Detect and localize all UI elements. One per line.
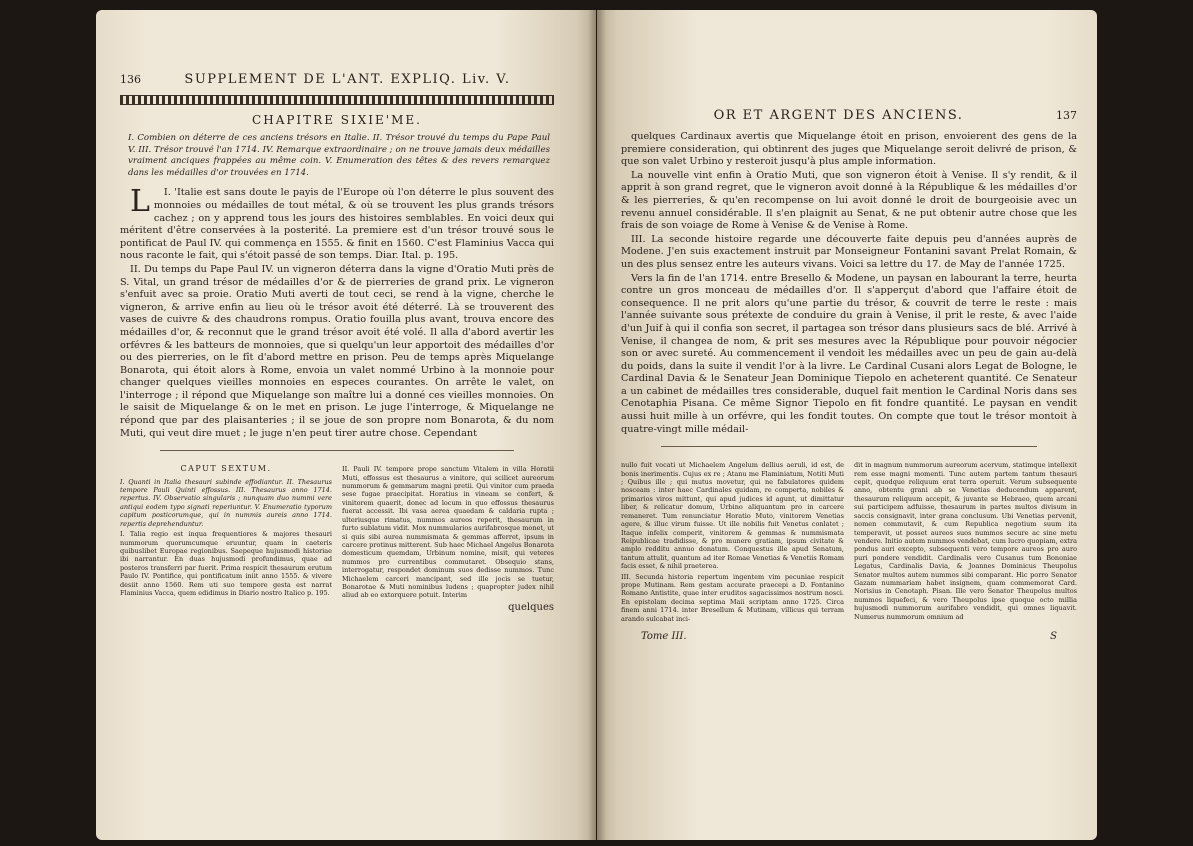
running-head [621, 108, 1077, 123]
chapter-title: CHAPITRE SIXIE'ME. [252, 113, 422, 127]
paragraph: La nouvelle vint enfin à Oratio Muti, que son vigneron étoit à Venise. Il s'y rendit, & il apprit à son grand regret, que le vigneron avoit donné à la République & les médailles d'or & les pierreries, & qu'en recompense on lui avoit donné le droit de bourgeoisie avec un revenu annuel considérable. Il s'en plaignit au Senat, & ne put obtenir autre chose que les frais de son voiage de Rome à Venise & de Venise à Rome. [621, 169, 1077, 232]
chapter-summary: I. Combien on déterre de ces anciens trésors en Italie. II. Trésor trouvé du temps du Pape Paul V. III. Trésor trouvé l'an 1714. IV. Remarque extraordinaire ; on ne trouve jamais deux médailles vraiment anciques frappées au même coin. V. Enumeration des têtes & des revers remarquez dans les médailles d'or trouvées en 1714. [128, 133, 550, 178]
divider [160, 450, 514, 451]
signature-mark: S [1050, 630, 1057, 642]
right-page [597, 10, 1097, 840]
page-number: 137 [1056, 109, 1077, 122]
latin-paragraph: II. Pauli IV. tempore prope sanctum Vitalem in villa Horatii Muti, effossus est thesaurus a vinitore, qui scilicet aureorum nummorum & gemmarum magni pretii. Qui vinitor cum praeda sese fugae praecipitat. Horatius in vineam se confert, & vinitorem quaerit, donec ad locum in quo effossus thesaurus fuerat accessit. Ibi vasa aerea quaedam & caldaria rupta ; ulteriusque rimatus, nummos aureos reperit, thesaurum in furto sublatum vidit. Mox nummularios aurifabrosque monet, ut si quis sibi aurea nummismata & gemmas afferret, ipsum in carcere protinus mitterent. Sub haec Michael Angelus Bonarota domesticum quemdam, Urbinum nomine, misit, qui veteres nummos pro currentibus commutaret. Obsequio stans, interrogatur, respondet dominum suos dedisse nummos. Tunc Michaelem carceri mancipant, sed ille jocis se tuetur, Bonarotae & Muti nominibus ludens ; quapropter judex nihil aliud ab eo extorquere potuit. Interim [342, 465, 554, 600]
latin-section [120, 465, 554, 612]
latin-paragraph: III. Secunda historia repertum ingentem vim pecuniae respicit prope Mutinam. Rem gestam accurate praecepi a D. Fontanino Romano Antistite, quae inter eruditos sagacissimos nostrum nosci. En epistolam decima septima Maii scriptam anno 1725. Circa finem anni 1714. inter Bresellum & Mutinam, villicus qui terram arando sulcabat inci- [621, 572, 844, 623]
drop-cap: L [130, 184, 150, 220]
latin-heading: CAPUT SEXTUM. [180, 464, 272, 474]
body-text [621, 131, 1077, 436]
page-number: 136 [120, 73, 141, 86]
paragraph: III. La seconde histoire regarde une découverte faite depuis peu d'années auprès de Modene. J'en suis exactement instruit par Monseigneur Fontanini savant Prelat Romain, & un des plus sensez entre les auteurs vivans. Voici sa lettre du 17. de May de l'année 1725. [621, 233, 1077, 270]
paragraph: Vers la fin de l'an 1714. entre Bresello & Modene, un paysan en labourant la terre, heurta contre un gros monceau de médailles d'or. Il s'apperçut d'abord que l'affaire étoit de consequence. Il ne prit alors qu'une partie du trésor, & couvrit de terre le reste : mais l'année suivante sous prétexte de conduire du grain à Venise, il prit le reste, & avec l'aide d'un Juif à qui il confia son secret, il partagea son trésor dans plusieurs sacs de blé. Arrivé à Venise, il changea de nom, & prit ses mesures avec la République pour pouvoir négocier son or avec sureté. Au commencement il vendoit les médailles avec un peu de gain au-delà du poids, dans la suite il vendit l'or à la livre. Le Cardinal Cusani alors Legat de Bologne, le Cardinal Davia & le Senateur Jean Dominique Tiepolo en acheterent quantité. Ce Senateur a un cabinet de médailles tres considerable, duquel fait mention le Cardinal Noris dans ses Cenotaphia Pisana. Ce même Signor Tiepolo en fit fondre quantité. Le paysan en vendit aussi huit mille à un orfévre, qui les fondit toutes. On compte que tout le trésor montoit à quatre-vingt mille médail- [621, 272, 1077, 435]
paragraph: L I. 'Italie est sans doute le payis de l'Europe où l'on déterre le plus souvent des monnoies ou médailles de tout métal, & où se trouvent les plus grands trésors cachez ; on y apprend tous les jours des histoires semblables. En voici deux qui méritent d'être conservées à la posterité. La premiere est d'un trésor trouvé sous le pontificat de Paul IV. qui commença en 1555. & finit en 1560. C'est Flaminius Vacca qui nous raconte le fait, qui s'étoit passé de son temps. Diar. Ital. p. 195. [120, 184, 554, 262]
latin-column [621, 461, 844, 625]
running-head-title: OR ET ARGENT DES ANCIENS. [713, 108, 964, 123]
latin-column [854, 461, 1077, 625]
latin-column [120, 465, 332, 612]
paragraph: quelques Cardinaux avertis que Miquelange étoit en prison, envoierent des gens de la premiere consideration, qui obtinrent des juges que Miquelange seroit delivré de prison, & que son valet Urbino y resteroit jusqu'à plus ample information. [621, 131, 1077, 168]
latin-paragraph: I. Talia regio est inqua frequentiores & majores thesauri nummorum quorumcumque eruuntur, quam in caeteris quibuslibet Europae regionibus. Saepeque hujusmodi historiae ibi narrantur. En duas hujusmodi profundimus, quae ad posteros transferri par fuerit. Prima respicit thesaurum erutum Paulo IV. Pontifice, qui pontificatum iniit anno 1555. & vivere desiit anno 1560. Rem uti suo tempore gesta est narrat Flaminius Vacca, quem edidimus in Diario nostro Italico p. 195. [120, 530, 332, 597]
catchword: quelques [508, 601, 554, 613]
latin-column [342, 465, 554, 612]
page-footer [621, 631, 1077, 642]
latin-paragraph: dit in magnum nummorum aureorum acervum, statimque intellexit rem esse magni momenti. Tunc autem partem tantum thesauri cepit, quodque reliquum erat terra operuit. Verum subsequente anno, obtentu grani ab se Venetias deducendum apparent, thesaurum reliquum accepit, & juvante se Hebraeo, quem arcani sui participem adfuisse, thesaurum in partes multos divisum in saccis consignavit, inter grana conclusum. Ubi Venetias pervenit, nomen commutavit, & cum Republica negotium suum ita temperavit, ut posset aureos suos nummos secure ac sine metu vendere. Initio autem nummos vendebat, cum lucro quopiam, extra pondus auri excepto, subsequenti vero tempore aureos pro auro puri pondere vendidit. Cardinalis vero Cusanus tum Bononiae Legatus, Cardinalis Davia, & Joannes Dominicus Theupolus Senator multos autem nummos sibi comparant. Hic porro Senator Gazam nummariam habet insignem, quam commemorat Card. Norisius in Cenotaph. Pisan. Ille vero Senator Theupolus multos nummos liquefeci, & vero Theupolus ipse quoque octo millia hujusmodi nummorum aurifabro vendidit, qui omnes liquavit. Numerus nummorum omnium ad [854, 461, 1077, 621]
latin-paragraph: nullo fuit vocati ut Michaelem Angelum dellius aeruli, id est, de bonis inerimentis. Cujus ex re ; Atanu me Flaminiatum, Notiti Muti ; Quibus ille ; qui mutus movetur, qui ne fabulatores quidem nosceam : inter haec Cardinales quidam, re comperta, nobiles & primarios viros mittunt, qui apud judices id agunt, ut dimittatur liber, & relicatur domum, Urbino aliquantum pro in carcere remaneret. Tum renunciatur Horatio Muto, vinitorem Venetias agere, & illuc virum fuisse. Ut ille nobilis fuit Venetus conlatet ; Itaque infelix comperit, vinitorem & gemmas & nummismata Reipublicae tradidisse, & pro munere gratiam, ipsum civitate & amplo redditu annuo donatum. Conquestus ille apud Senatum, tantum attulit, quantum ad iter Romae Venetias & Venetiis Romam facis esset, & nihil praeterea. [621, 461, 844, 571]
body-text [120, 184, 554, 440]
latin-summary: I. Quanti in Italia thesauri subinde effodiantur. II. Thesaurus tempore Pauli Quinti effossus. III. Thesaurus anno 1714. repertus. IV. Observatio singularis ; nunquam duo nummi vere antiqui eodem typo signati reperiuntur. V. Enumeratio typorum capitum posticorumque, qui in nummis aureis anno 1714. repertis deprehenduntur. [120, 477, 332, 528]
running-head [120, 72, 554, 87]
running-head-title: SUPPLEMENT DE L'ANT. EXPLIQ. Liv. V. [184, 72, 511, 87]
volume-label: Tome III. [641, 630, 687, 642]
latin-section [621, 461, 1077, 625]
paragraph: II. Du temps du Pape Paul IV. un vigneron déterra dans la vigne d'Oratio Muti près de S. Vital, un grand trésor de médailles d'or & de pierreries de grand prix. Le vigneron s'enfuit avec sa proie. Oratio Muti averti de tout ceci, se rend à la vigne, cherche le vigneron, & arrive enfin au lieu où le trésor avoit été déterré. Là se trouverent des vases de cuivre & des chaudrons rompus. Oratio fouilla plus avant, trouva encore des médailles d'or, & reconnut que le grand trésor avoit été volé. Il alla d'abord avertir les orfévres & les batteurs de monnoies, que si quelqu'un leur apportoit des médailles d'or ou des pierreries, on le fît d'abord mettre en prison. Peu de temps après Miquelange Bonarota, qui étoit alors à Rome, envoia un valet nommé Urbino à la monnoie pour changer quelques vieilles monnoies en especes courantes. On arrête le valet, on l'interroge ; il répond que Miquelange son maître lui a donné ces vieilles monnoies. On le saisit de Miquelange & on le met en prison. Le juge l'interroge, & Miquelange ne répond que par des plaisanteries ; il se joue de son propre nom Bonarota, & du nom Muti, qui veut dire muet ; le juge n'en peut tirer autre chose. Cependant [120, 263, 554, 439]
ornament-band [120, 95, 554, 105]
divider [661, 446, 1037, 447]
left-page [96, 10, 596, 840]
